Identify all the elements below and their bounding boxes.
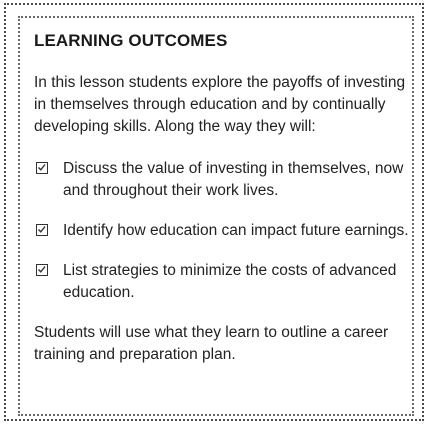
intro-paragraph: In this lesson students explore the payoffs of investing in themselves through education and by continually developing skills. Along the way they will: bbox=[34, 74, 406, 135]
summary-paragraph: Students will use what they learn to outline a career training and preparation plan. bbox=[34, 324, 389, 363]
outcome-text: List strategies to minimize the costs of advanced education. bbox=[63, 262, 397, 301]
outcome-item bbox=[34, 260, 410, 304]
checkbox-checked-icon bbox=[36, 224, 48, 236]
checkbox-checked-icon bbox=[36, 264, 48, 276]
outcome-item bbox=[34, 220, 410, 242]
outcome-text: Identify how education can impact future earnings. bbox=[63, 222, 409, 239]
outcome-text: Discuss the value of investing in themselves, now and throughout their work lives. bbox=[63, 160, 404, 199]
outcome-item bbox=[34, 158, 410, 202]
learning-outcomes-panel bbox=[34, 30, 410, 366]
section-title: LEARNING OUTCOMES bbox=[34, 31, 228, 50]
checkbox-checked-icon bbox=[36, 162, 48, 174]
